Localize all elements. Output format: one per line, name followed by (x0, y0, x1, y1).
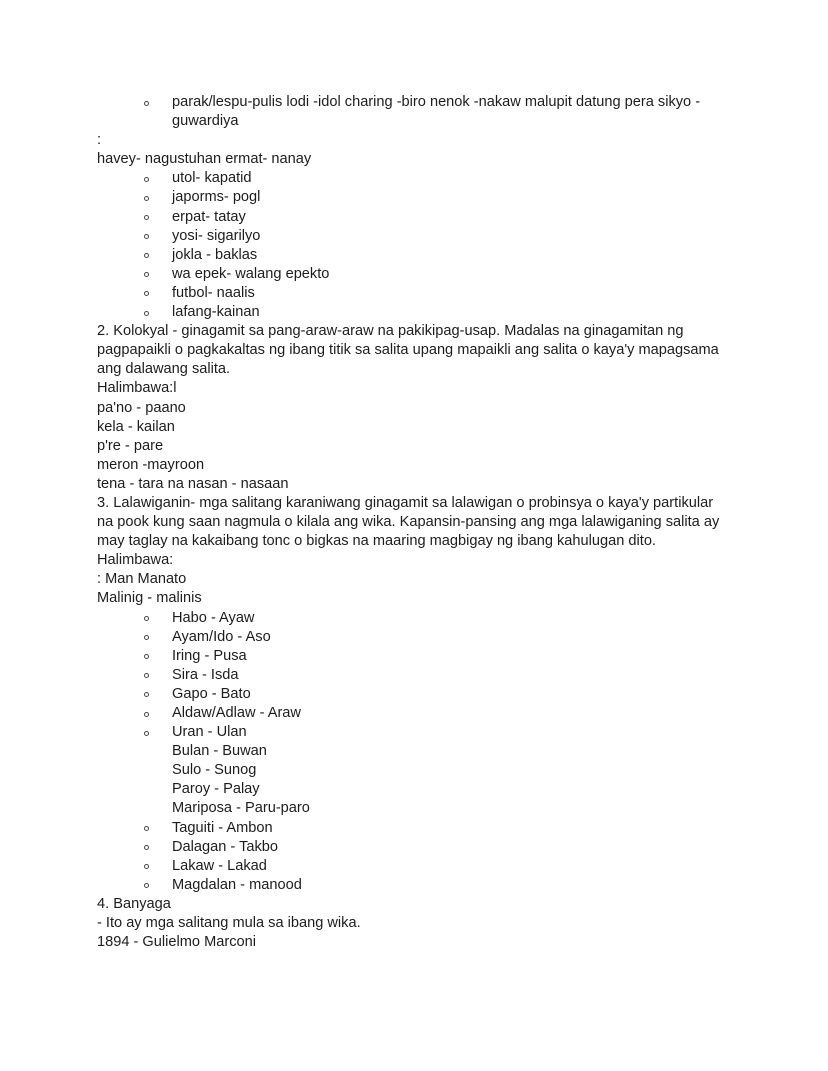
list-item: Paroy - Palay (172, 781, 260, 798)
section-banyaga-heading: 4. Banyaga (97, 895, 171, 912)
list-item: japorms- pogl (97, 188, 729, 207)
list-item: erpat- tatay (97, 208, 729, 227)
list-item: Dalagan - Takbo (97, 838, 729, 857)
lalawiganin-preline: : Man Manato (97, 571, 187, 588)
section-banyaga-entry: 1894 - Gulielmo Marconi (97, 934, 256, 951)
list-item: wa epek- walang epekto (97, 265, 729, 284)
list-item: futbol- naalis (97, 284, 729, 303)
list-item: Habo - Ayaw (97, 609, 729, 628)
kolokyal-example: p're - pare (97, 437, 164, 454)
list-item: lafang-kainan (97, 303, 729, 322)
list-item: Magdalan - manood (97, 876, 729, 895)
lalawiganin-preline: Malinig - malinis (97, 590, 202, 607)
colon-line: : (97, 132, 102, 149)
list-item: jokla - baklas (97, 246, 729, 265)
list-item: Lakaw - Lakad (97, 857, 729, 876)
list-item: Aldaw/Adlaw - Araw (97, 704, 729, 723)
lalawiganin-examples-label: Halimbawa: (97, 552, 174, 569)
havey-list (97, 169, 729, 322)
kolokyal-example: meron -mayroon (97, 456, 205, 473)
lalawiganin-list (97, 609, 729, 895)
swardspeak-list (97, 93, 729, 131)
section-lalawiganin-body: 3. Lalawiganin- mga salitang karaniwang ginagamit sa lalawigan o probinsya o kaya'y partikular na pook kung saan nagmula o kilala ang wika. Kapansin-pansing ang mga lalawiganing salita ay may taglay na kakaibang tonc o bigkas na maaring magbigay ng ibang kahulugan dito. (97, 494, 724, 550)
list-item: Gapo - Bato (97, 685, 729, 704)
list-item: utol- kapatid (97, 169, 729, 188)
kolokyal-example: tena - tara na nasan - nasaan (97, 475, 289, 492)
list-item: Bulan - Buwan (172, 743, 267, 760)
havey-heading: havey- nagustuhan ermat- nanay (97, 151, 312, 168)
list-item: parak/lespu-pulis lodi -idol charing -biro nenok -nakaw malupit datung pera sikyo - guwardiya (97, 93, 729, 131)
list-item: Iring - Pusa (97, 647, 729, 666)
kolokyal-example: kela - kailan (97, 418, 175, 435)
section-kolokyal-body: 2. Kolokyal - ginagamit sa pang-araw-araw na pakikipag-usap. Madalas na ginagamitan ng pagpapaikli o pagkakaltas ng ibang titik sa salita upang mapaikli ang salita o kaya'y mapagsama ang dalawang salita. (97, 323, 723, 378)
list-item: Taguiti - Ambon (97, 819, 729, 838)
list-item: Mariposa - Paru-paro (172, 800, 310, 817)
section-banyaga-description: - Ito ay mga salitang mula sa ibang wika. (97, 915, 361, 932)
list-item: Ayam/Ido - Aso (97, 628, 729, 647)
list-item: Sulo - Sunog (172, 762, 257, 779)
list-item: Sira - Isda (97, 666, 729, 685)
kolokyal-examples-label: Halimbawa:l (97, 380, 177, 397)
kolokyal-example: pa'no - paano (97, 399, 186, 416)
list-item: Uran - Ulan (97, 723, 729, 742)
document-content (97, 93, 729, 952)
list-item: yosi- sigarilyo (97, 227, 729, 246)
